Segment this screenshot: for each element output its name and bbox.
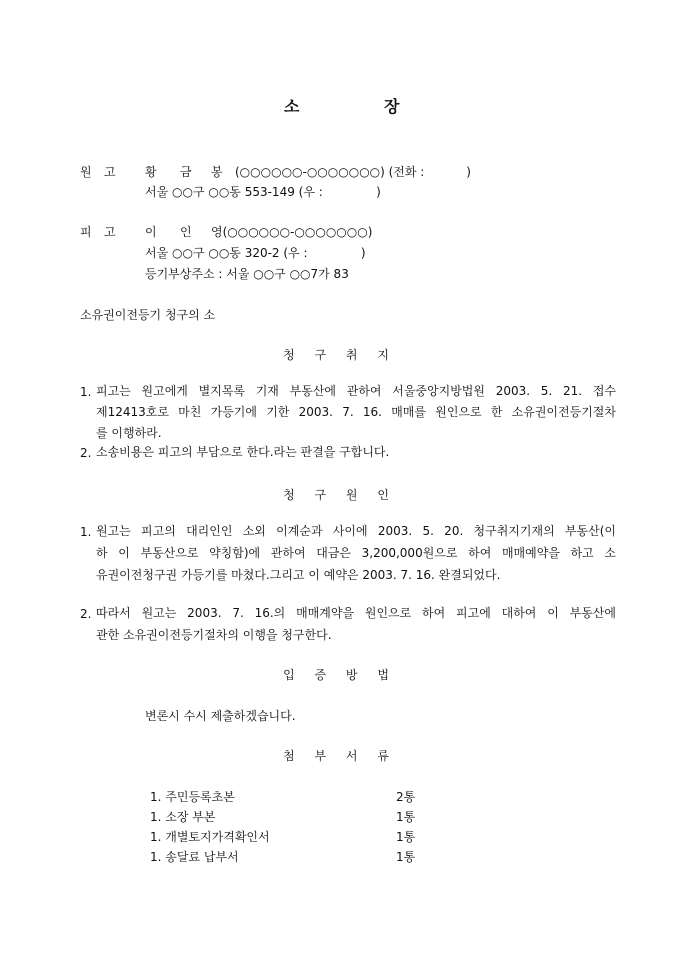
claim-item-1-line-3: 를 이행하라.: [96, 426, 162, 440]
cause-item-1-line-3: 유권이전청구권 가등기를 마쳤다.그리고 이 예약은 2003. 7. 16. 완결되었다.: [96, 568, 501, 582]
plaintiff-label-1: 원: [80, 165, 92, 179]
document-title: [0, 94, 680, 118]
attachment-count: 1통: [396, 850, 416, 864]
cause-item-1-line-1: 원고는 피고의 대리인인 소외 이계순과 사이에 2003. 5. 20. 청구취지기재의 부동산(이: [96, 524, 616, 538]
cause-item-2-number: 2.: [80, 607, 92, 621]
defendant-label-1: 피: [80, 225, 92, 239]
defendant-name-3-id: 영(○○○○○○-○○○○○○○): [211, 225, 373, 239]
attachment-count: 1통: [396, 810, 416, 824]
claim-item-2-number: 2.: [80, 446, 92, 460]
title-char-2: 장: [384, 97, 400, 116]
defendant-name-1: 이: [145, 225, 157, 239]
attachment-name: 1. 주민등록초본: [150, 790, 235, 804]
claim-item-2-line-1: 소송비용은 피고의 부담으로 한다.라는 판결을 구합니다.: [96, 445, 390, 459]
cause-item-1-line-2: 하 이 부동산으로 약칭함)에 관하여 대금은 3,200,000원으로 하여 매매예약을 하고 소: [96, 546, 616, 560]
claim-item-1-line-2: 제12413호로 마친 가등기에 기한 2003. 7. 16. 매매를 원인으로 한 소유권이전등기절차: [96, 405, 616, 419]
plaintiff-name-1: 황: [145, 165, 157, 179]
attachment-name: 1. 소장 부본: [150, 810, 216, 824]
claim-item-1-line-1: 피고는 원고에게 별지목록 기재 부동산에 관하여 서울중앙지방법원 2003. 5. 21. 접수: [96, 384, 616, 398]
attachment-count: 2통: [396, 790, 416, 804]
claim-item-1-number: 1.: [80, 385, 92, 399]
plaintiff-name-3: 봉: [211, 165, 223, 179]
claim-heading: 청 구 취 지: [283, 348, 397, 362]
attachment-count: 1통: [396, 830, 416, 844]
defendant-name-2: 인: [180, 225, 192, 239]
cause-item-2-line-1: 따라서 원고는 2003. 7. 16.의 매매계약을 원인으로 하여 피고에 대하여 이 부동산에: [96, 606, 616, 620]
case-name: 소유권이전등기 청구의 소: [80, 308, 216, 322]
cause-item-2-line-2: 관한 소유권이전등기절차의 이행을 청구한다.: [96, 628, 332, 642]
plaintiff-address: 서울 ○○구 ○○동 553-149 (우 : ): [145, 185, 381, 199]
defendant-registry-address: 등기부상주소 : 서울 ○○구 ○○7가 83: [145, 267, 349, 281]
title-char-1: 소: [284, 97, 300, 116]
defendant-label-2: 고: [104, 225, 116, 239]
evidence-heading: 입 증 방 법: [283, 668, 397, 682]
attachment-name: 1. 송달료 납부서: [150, 850, 239, 864]
cause-item-1-number: 1.: [80, 525, 92, 539]
plaintiff-label-2: 고: [104, 165, 116, 179]
defendant-address: 서울 ○○구 ○○동 320-2 (우 : ): [145, 246, 366, 260]
attachments-heading: 첨 부 서 류: [283, 749, 397, 763]
plaintiff-id-phone: (○○○○○○-○○○○○○○) (전화 : ): [235, 165, 471, 179]
evidence-text: 변론시 수시 제출하겠습니다.: [145, 709, 296, 723]
cause-heading: 청 구 원 인: [283, 488, 397, 502]
plaintiff-name-2: 금: [180, 165, 192, 179]
attachment-name: 1. 개별토지가격확인서: [150, 830, 270, 844]
